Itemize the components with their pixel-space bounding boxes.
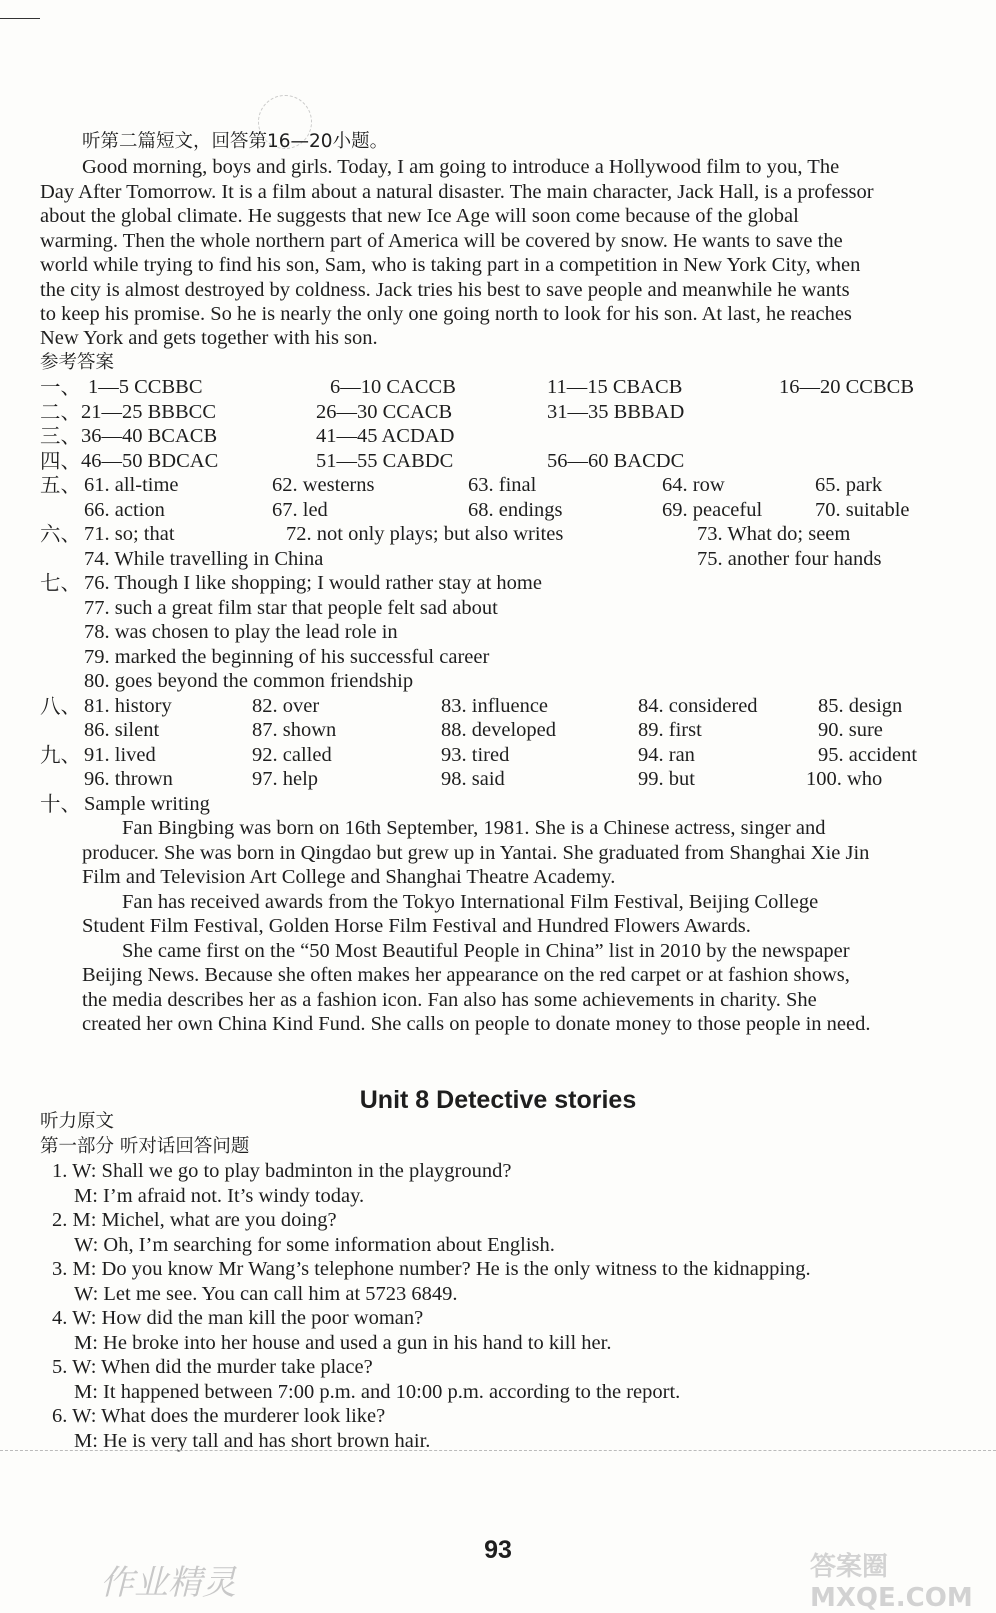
answer-cell: 36—40 BCACB [81, 425, 218, 447]
essay-line: producer. She was born in Qingdao but grew up in Yantai. She graduated from Shanghai Xie Jin [82, 842, 870, 864]
answer-cell: 87. shown [252, 719, 337, 741]
answer-cell: 61. all-time [84, 474, 179, 496]
essay-line: Fan has received awards from the Tokyo International Film Festival, Beijing College [122, 891, 819, 913]
answer-cell: 79. marked the beginning of his successful career [84, 646, 490, 668]
dialogue-line: 3. M: Do you know Mr Wang’s telephone number? He is the only witness to the kidnapping. [52, 1258, 811, 1280]
answer-cell: 97. help [252, 768, 319, 790]
answer-cell: 51—55 CABDC [316, 450, 454, 472]
answer-cell: 91. lived [84, 744, 156, 766]
answer-cell: 86. silent [84, 719, 160, 741]
answer-cell: 95. accident [818, 744, 918, 766]
section-label: 四、 [40, 449, 81, 473]
passage-line: Day After Tomorrow. It is a film about a natural disaster. The main character, Jack Hall, is a professor [40, 181, 874, 203]
answer-cell: 71. so; that [84, 523, 175, 545]
essay-line: She came first on the “50 Most Beautiful People in China” list in 2010 by the newspaper [122, 940, 850, 962]
answer-cell: 64. row [662, 474, 725, 496]
answer-cell: 74. While travelling in China [84, 548, 324, 570]
answer-cell: 82. over [252, 695, 320, 717]
answer-cell: 81. history [84, 695, 172, 717]
answer-cell: 16—20 CCBCB [779, 376, 914, 398]
answer-cell: 41—45 ACDAD [316, 425, 455, 447]
section-label: 六、 [40, 522, 81, 546]
essay-line: the media describes her as a fashion icon. Fan also has some achievements in charity. She [82, 989, 817, 1011]
answer-cell: 62. westerns [272, 474, 375, 496]
answer-cell: 69. peaceful [662, 499, 763, 521]
section-label: 十、 [40, 792, 81, 816]
answer-cell: 56—60 BACDC [547, 450, 685, 472]
fold-line [0, 1450, 996, 1451]
section-label: 三、 [40, 424, 81, 448]
passage-line: world while trying to find his son, Sam, who is taking part in a competition in New York City, when [40, 254, 861, 276]
answer-cell: Sample writing [84, 793, 210, 815]
answer-cell: 67. led [272, 499, 328, 521]
answer-cell: 68. endings [468, 499, 563, 521]
passage-line: the city is almost destroyed by coldness. Jack tries his best to save people and meanwhile he wants [40, 279, 850, 301]
section-label: 九、 [40, 743, 81, 767]
answer-cell: 73. What do; seem [697, 523, 851, 545]
part-label: 第一部分 听对话回答问题 [40, 1136, 250, 1157]
answer-cell: 83. influence [441, 695, 549, 717]
answer-cell: 93. tired [441, 744, 510, 766]
section-heading: 听第二篇短文，回答第16—20小题。 [82, 131, 389, 152]
answer-cell: 65. park [815, 474, 883, 496]
answer-cell: 66. action [84, 499, 165, 521]
unit-title: Unit 8 Detective stories [359, 1086, 637, 1114]
passage-line: Good morning, boys and girls. Today, I am going to introduce a Hollywood film to you, The [82, 156, 840, 178]
answer-cell: 6—10 CACCB [330, 376, 456, 398]
answers-label: 参考答案 [40, 352, 115, 373]
answer-cell: 98. said [441, 768, 505, 790]
dialogue-line: M: He is very tall and has short brown hair. [74, 1430, 431, 1452]
answer-cell: 75. another four hands [697, 548, 882, 570]
answer-cell: 70. suitable [815, 499, 910, 521]
essay-line: created her own China Kind Fund. She calls on people to donate money to those people in need. [82, 1013, 871, 1035]
answer-cell: 77. such a great film star that people felt sad about [84, 597, 498, 619]
answer-cell: 21—25 BBBCC [81, 401, 216, 423]
dialogue-line: 4. W: How did the man kill the poor woman? [52, 1307, 424, 1329]
answer-cell: 89. first [638, 719, 702, 741]
dialogue-line: W: Oh, I’m searching for some information about English. [74, 1234, 555, 1256]
answer-cell: 85. design [818, 695, 903, 717]
answer-cell: 11—15 CBACB [547, 376, 683, 398]
answer-cell: 90. sure [818, 719, 883, 741]
answer-cell: 94. ran [638, 744, 695, 766]
passage-line: to keep his promise. So he is nearly the only one going north to look for his son. At last, he reaches [40, 303, 852, 325]
dialogue-line: M: He broke into her house and used a gun in his hand to kill her. [74, 1332, 612, 1354]
section-label: 五、 [40, 473, 81, 497]
page-number: 93 [484, 1536, 512, 1564]
answer-cell: 92. called [252, 744, 332, 766]
answer-cell: 46—50 BDCAC [81, 450, 219, 472]
passage-line: warming. Then the whole northern part of America will be covered by snow. He wants to save the [40, 230, 843, 252]
section-label: 七、 [40, 571, 81, 595]
dialogue-line: M: It happened between 7:00 p.m. and 10:00 p.m. according to the report. [74, 1381, 681, 1403]
answer-cell: 80. goes beyond the common friendship [84, 670, 414, 692]
watermark-logo-left: 作业精灵 [100, 1563, 236, 1603]
essay-line: Fan Bingbing was born on 16th September, 1981. She is a Chinese actress, singer and [122, 817, 826, 839]
answer-cell: 1—5 CCBBC [88, 376, 203, 398]
answer-cell: 76. Though I like shopping; I would rather stay at home [84, 572, 542, 594]
answer-cell: 63. final [468, 474, 537, 496]
essay-line: Film and Television Art College and Shanghai Theatre Academy. [82, 866, 616, 888]
dialogue-line: 5. W: When did the murder take place? [52, 1356, 373, 1378]
section-label: 一、 [40, 375, 81, 399]
watermark-logo-right: 答案圈 MXQE.COM [810, 1552, 973, 1613]
dialogue-line: W: Let me see. You can call him at 5723 6849. [74, 1283, 458, 1305]
answer-cell: 31—35 BBBAD [547, 401, 685, 423]
passage-line: about the global climate. He suggests that new Ice Age will soon come because of the global [40, 205, 799, 227]
dialogue-line: 1. W: Shall we go to play badminton in the playground? [52, 1160, 512, 1182]
answer-cell: 26—30 CCACB [316, 401, 453, 423]
answer-cell: 78. was chosen to play the lead role in [84, 621, 398, 643]
answer-cell: 96. thrown [84, 768, 173, 790]
dialogue-line: M: I’m afraid not. It’s windy today. [74, 1185, 365, 1207]
corner-rule [0, 18, 40, 19]
passage-line: New York and gets together with his son. [40, 327, 378, 349]
listening-label: 听力原文 [40, 1111, 115, 1132]
essay-line: Beijing News. Because she often makes her appearance on the red carpet or at fashion shows, [82, 964, 850, 986]
answer-cell: 99. but [638, 768, 695, 790]
section-label: 二、 [40, 400, 81, 424]
essay-line: Student Film Festival, Golden Horse Film Festival and Hundred Flowers Awards. [82, 915, 751, 937]
answer-cell: 72. not only plays; but also writes [286, 523, 564, 545]
section-label: 八、 [40, 694, 81, 718]
answer-cell: 84. considered [638, 695, 758, 717]
answer-cell: 88. developed [441, 719, 556, 741]
dialogue-line: 2. M: Michel, what are you doing? [52, 1209, 337, 1231]
answer-cell: 100. who [806, 768, 883, 790]
dialogue-line: 6. W: What does the murderer look like? [52, 1405, 386, 1427]
